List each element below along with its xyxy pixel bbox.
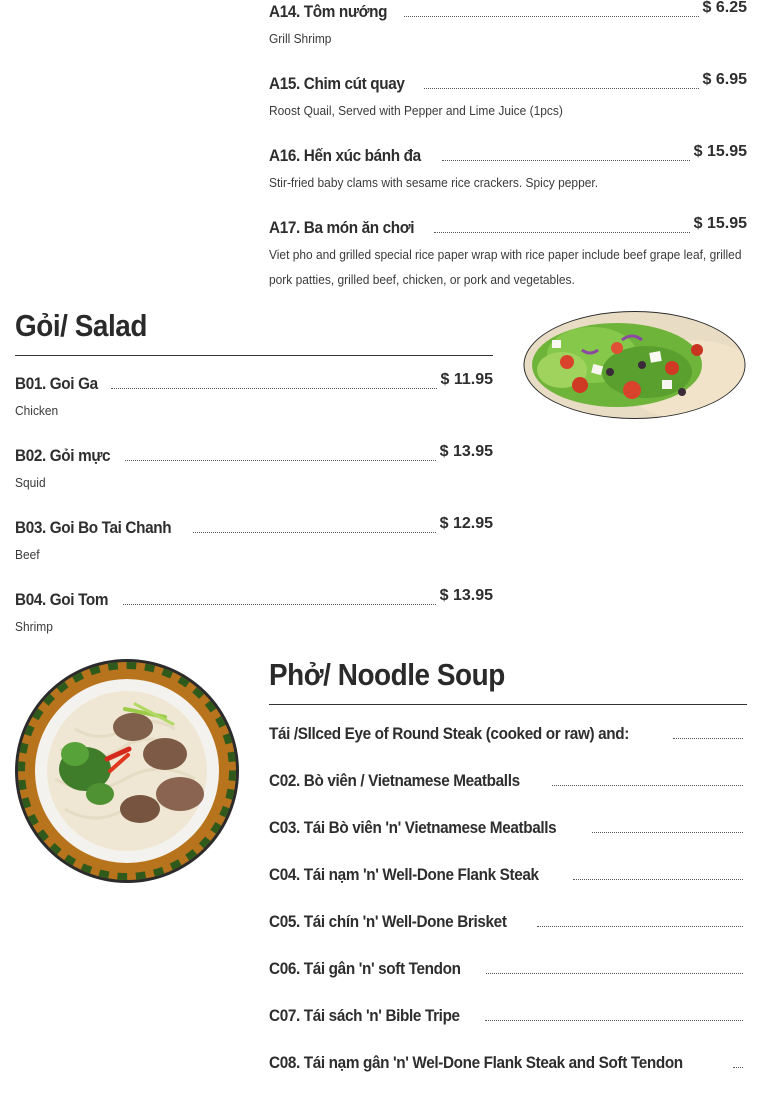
- item-name: C08. Tái nạm gân 'n' Wel-Done Flank Steak and Soft Tendon: [269, 1053, 683, 1072]
- item-description: Roost Quail, Served with Pepper and Lime Juice (1pcs): [269, 103, 563, 118]
- dotted-leader: [442, 160, 690, 161]
- item-price: $ 11.95: [440, 371, 493, 388]
- item-description: Shrimp: [15, 619, 53, 634]
- menu-item-b03: [15, 515, 493, 567]
- dotted-leader: [125, 460, 436, 461]
- salad-bowl-image: [522, 310, 747, 420]
- menu-item-a16: [269, 143, 747, 195]
- dotted-leader: [592, 832, 743, 833]
- menu-item-c05: [269, 912, 747, 932]
- item-price: $ 13.95: [439, 587, 493, 604]
- dotted-leader: [537, 926, 743, 927]
- dotted-leader: [673, 738, 743, 739]
- item-description: Beef: [15, 547, 40, 562]
- menu-item-c04: [269, 865, 747, 885]
- item-name: C05. Tái chín 'n' Well-Done Brisket: [269, 912, 507, 931]
- item-price: $ 15.95: [693, 143, 747, 160]
- item-price: $ 6.95: [702, 71, 747, 88]
- dotted-leader: [123, 604, 436, 605]
- item-name: B01. Goi Ga: [15, 374, 98, 393]
- dotted-leader: [552, 785, 743, 786]
- dotted-leader: [485, 1020, 743, 1021]
- item-price: $ 13.95: [439, 443, 493, 460]
- item-name: C06. Tái gân 'n' soft Tendon: [269, 959, 461, 978]
- section-title-salad: Gỏi/ Salad: [15, 308, 147, 343]
- dotted-leader: [111, 388, 437, 389]
- item-price: $ 15.95: [693, 215, 747, 232]
- menu-item-b04: [15, 587, 493, 639]
- item-name: A15. Chim cút quay: [269, 74, 405, 93]
- menu-item-b01: [15, 371, 493, 423]
- item-description: Stir-fried baby clams with sesame rice crackers. Spicy pepper.: [269, 175, 599, 190]
- item-name: B03. Goi Bo Tai Chanh: [15, 518, 172, 537]
- dotted-leader: [434, 232, 689, 233]
- menu-item-b02: [15, 443, 493, 495]
- item-name: C03. Tái Bò viên 'n' Vietnamese Meatballs: [269, 818, 557, 837]
- item-price: $ 12.95: [439, 515, 493, 532]
- item-name: B02. Gỏi mực: [15, 446, 111, 465]
- item-name: A17. Ba món ăn chơi: [269, 218, 415, 237]
- pho-bowl-image: [15, 659, 239, 883]
- item-name: C07. Tái sách 'n' Bible Tripe: [269, 1006, 460, 1025]
- dotted-leader: [486, 973, 743, 974]
- menu-item-c08: [269, 1053, 747, 1073]
- item-name: B04. Goi Tom: [15, 590, 109, 609]
- item-name: A14. Tôm nướng: [269, 2, 388, 21]
- dotted-leader: [733, 1067, 743, 1068]
- menu-item-c02: [269, 771, 747, 791]
- menu-item-c06: [269, 959, 747, 979]
- item-name: Tái /Sllced Eye of Round Steak (cooked or raw) and:: [269, 724, 629, 743]
- dotted-leader: [573, 879, 743, 880]
- menu-item-a17: [269, 215, 747, 292]
- menu-item-a15: [269, 71, 747, 123]
- menu-item-c03: [269, 818, 747, 838]
- item-price: $ 6.25: [702, 0, 747, 16]
- section-divider: [269, 704, 747, 705]
- section-divider: [15, 355, 493, 356]
- item-name: A16. Hến xúc bánh đa: [269, 146, 421, 165]
- menu-item-c01: [269, 724, 747, 744]
- item-name: C04. Tái nạm 'n' Well-Done Flank Steak: [269, 865, 539, 884]
- dotted-leader: [193, 532, 436, 533]
- item-description: Squid: [15, 475, 46, 490]
- dotted-leader: [424, 88, 699, 89]
- menu-item-a14: [269, 2, 747, 51]
- section-title-noodle-soup: Phở/ Noodle Soup: [269, 657, 505, 692]
- item-description: Grill Shrimp: [269, 31, 332, 46]
- item-description: Viet pho and grilled special rice paper wrap with rice paper include beef grape leaf, grilled pork patties, grilled beef, chicken, or pork and vegetables.: [269, 247, 742, 287]
- item-description: Chicken: [15, 403, 59, 418]
- menu-item-c07: [269, 1006, 747, 1026]
- dotted-leader: [404, 16, 698, 17]
- item-name: C02. Bò viên / Vietnamese Meatballs: [269, 771, 520, 790]
